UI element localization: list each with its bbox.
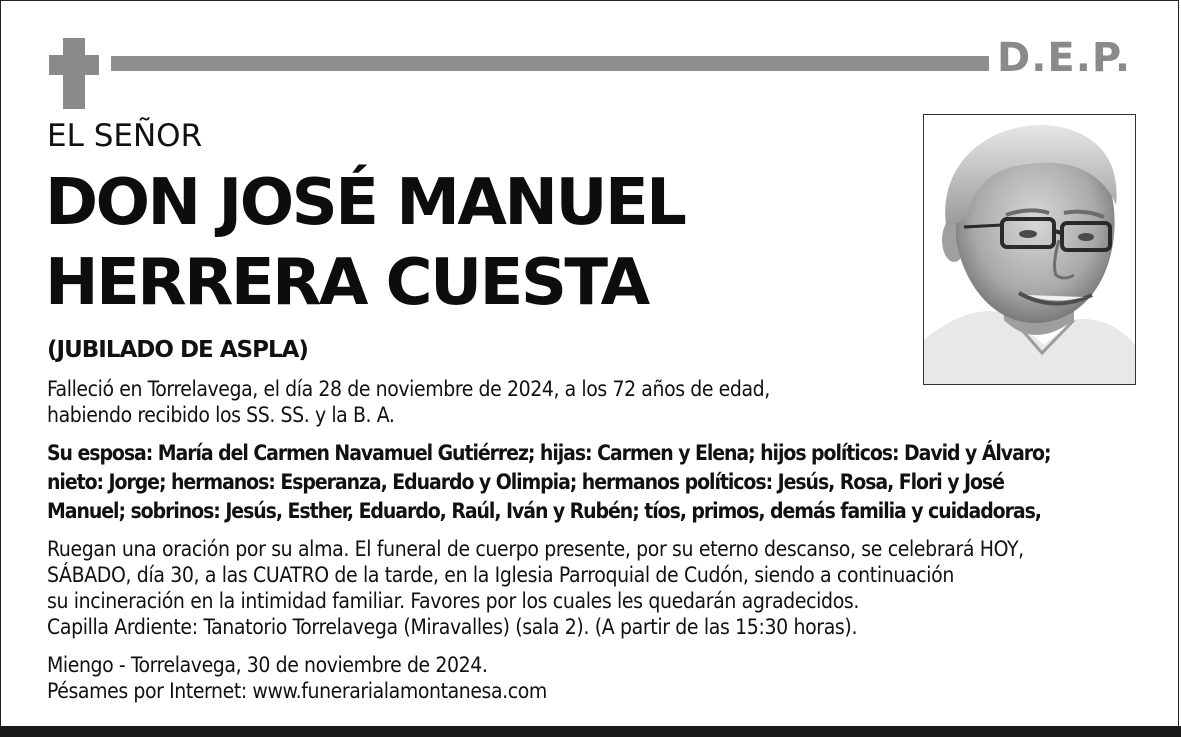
bottom-rule [0,726,1181,737]
portrait-image [924,115,1135,384]
deceased-name [45,163,684,323]
place-date: Miengo - Torrelavega, 30 de noviembre de 2024. [47,653,488,677]
family-list [47,439,1050,526]
occupation: (JUBILADO DE ASPLA) [47,337,308,363]
name-line-2: HERRERA CUESTA [45,246,648,320]
funeral-line: su incineración en la intimidad familiar. Favores por los cuales les quedarán agradecidos. [47,589,860,613]
funeral-line: Ruegan una oración por su alma. El funeral de cuerpo presente, por su eterno descanso, se celebrará HOY, [47,537,1024,561]
funeral-line: Capilla Ardiente: Tanatorio Torrelavega (Miravalles) (sala 2). (A partir de las 15:30 horas). [47,615,858,639]
family-line: nieto: Jorge; hermanos: Esperanza, Eduardo y Olimpia; hermanos políticos: Jesús, Rosa, Flori y José [47,470,1004,494]
honorific: EL SEÑOR [47,118,203,154]
death-notice-line: habiendo recibido los SS. SS. y la B. A. [47,403,395,427]
family-line: Manuel; sobrinos: Jesús, Esther, Eduardo, Raúl, Iván y Rubén; tíos, primos, demás familia y cuidadoras, [47,499,1041,523]
name-line-1: DON JOSÉ MANUEL [45,166,685,240]
header-rule [111,56,989,71]
condolences-link: Pésames por Internet: www.funerarialamontanesa.com [47,679,547,703]
dep-label: D.E.P. [997,35,1132,81]
family-line: Su esposa: María del Carmen Navamuel Gutiérrez; hijas: Carmen y Elena; hijos políticos: David y Álvaro; [47,441,1051,465]
portrait-photo [923,114,1136,385]
death-notice-line: Falleció en Torrelavega, el día 28 de noviembre de 2024, a los 72 años de edad, [47,377,770,401]
death-notice [47,376,770,428]
cross-icon-horizontal [49,55,99,75]
funeral-line: SÁBADO, día 30, a las CUATRO de la tarde, en la Iglesia Parroquial de Cudón, siendo a continuación [47,563,954,587]
funeral-details [47,536,1024,640]
footer [47,652,547,704]
